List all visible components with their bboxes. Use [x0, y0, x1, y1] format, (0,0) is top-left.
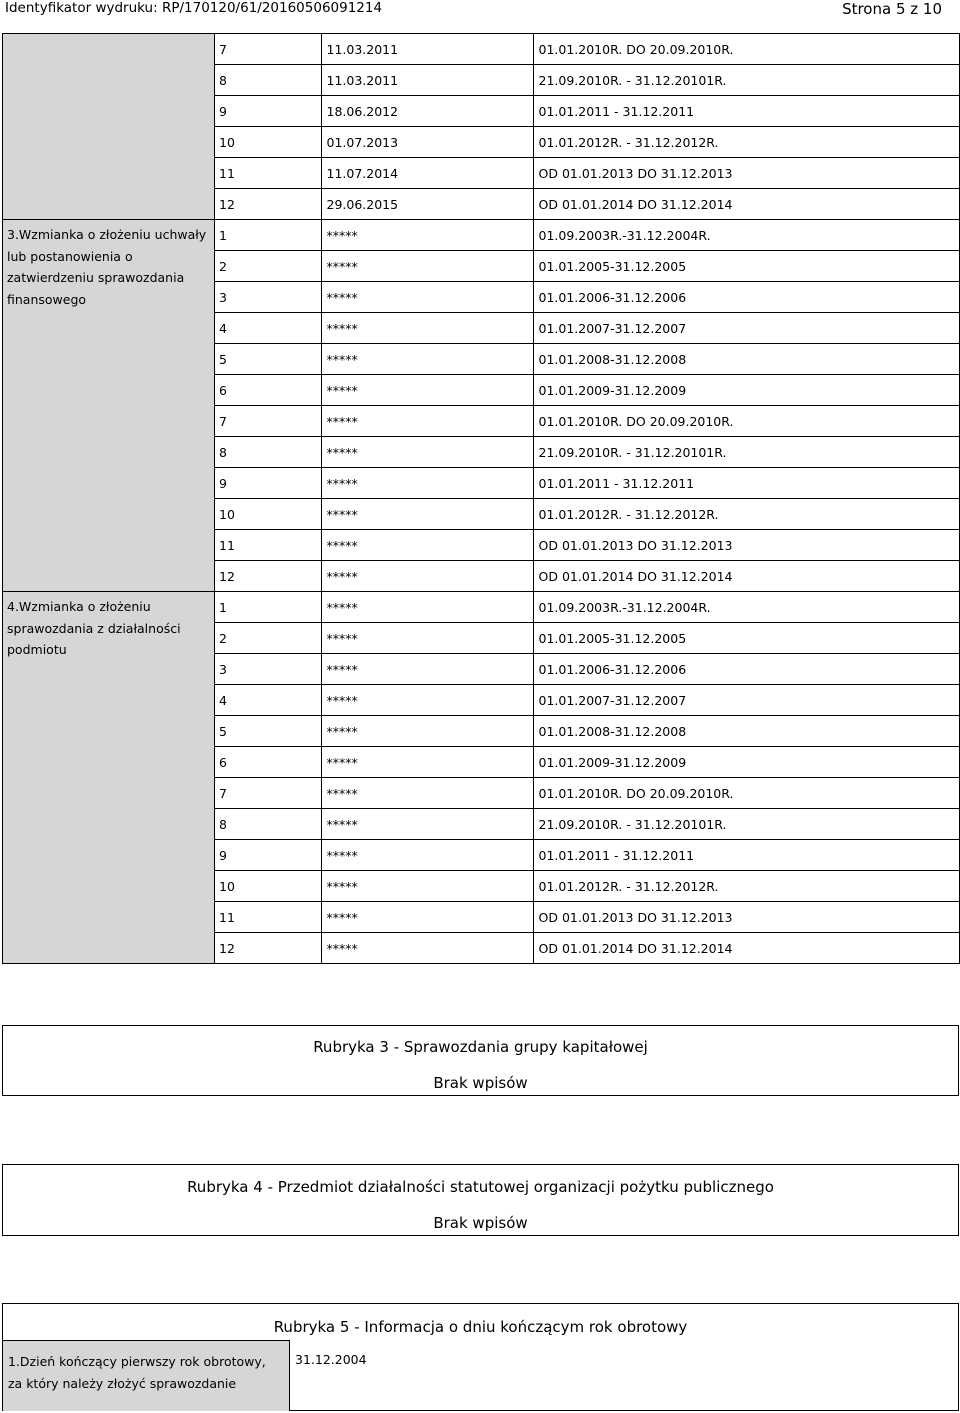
rubryka4-content: Brak wpisów	[433, 1214, 528, 1232]
entry-number: 8	[215, 437, 321, 468]
entry-date: *****	[321, 499, 533, 530]
table-row	[215, 871, 959, 902]
rubryka5-box	[2, 1303, 959, 1411]
entry-period: 01.01.2012R. - 31.12.2012R.	[533, 499, 959, 530]
entry-number: 10	[215, 871, 321, 902]
entry-date: *****	[321, 871, 533, 902]
entry-date: *****	[321, 778, 533, 809]
entry-date: *****	[321, 313, 533, 344]
entry-period: 21.09.2010R. - 31.12.20101R.	[533, 437, 959, 468]
entries-table	[215, 220, 959, 591]
rubryka5-title: Rubryka 5 - Informacja o dniu kończącym rok obrotowy	[273, 1318, 688, 1336]
entry-date: *****	[321, 375, 533, 406]
table-row	[215, 158, 959, 189]
rubryka5-value: 31.12.2004	[295, 1352, 367, 1367]
print-identifier: Identyfikator wydruku: RP/170120/61/20160506091214	[5, 0, 383, 16]
section4-label: 4.Wzmianka o złożeniu sprawozdania z działalności podmiotu	[7, 599, 181, 657]
entry-period: 21.09.2010R. - 31.12.20101R.	[533, 809, 959, 840]
entry-number: 12	[215, 933, 321, 964]
table-row	[215, 251, 959, 282]
entry-period: OD 01.01.2013 DO 31.12.2013	[533, 902, 959, 933]
table-row	[215, 96, 959, 127]
table-row	[215, 933, 959, 964]
entry-period: 01.01.2012R. - 31.12.2012R.	[533, 871, 959, 902]
table-row	[215, 685, 959, 716]
entry-period: 01.01.2007-31.12.2007	[533, 685, 959, 716]
entry-date: *****	[321, 561, 533, 592]
page-number: Strona 5 z 10	[842, 0, 942, 18]
entry-date: *****	[321, 933, 533, 964]
entry-date: *****	[321, 654, 533, 685]
entry-period: 01.01.2011 - 31.12.2011	[533, 468, 959, 499]
entry-number: 11	[215, 902, 321, 933]
entry-period: 01.01.2009-31.12.2009	[533, 747, 959, 778]
entry-date: *****	[321, 468, 533, 499]
entry-period: 01.09.2003R.-31.12.2004R.	[533, 592, 959, 623]
entry-date: 18.06.2012	[321, 96, 533, 127]
entry-period: 01.01.2011 - 31.12.2011	[533, 96, 959, 127]
section4-label-cell	[3, 592, 215, 964]
entry-period: 01.01.2005-31.12.2005	[533, 623, 959, 654]
entry-number: 1	[215, 592, 321, 623]
entry-period: 01.01.2010R. DO 20.09.2010R.	[533, 778, 959, 809]
entries-table	[215, 34, 959, 219]
entry-period: OD 01.01.2014 DO 31.12.2014	[538, 196, 733, 212]
entry-number: 8	[215, 65, 321, 96]
entry-date: 11.03.2011	[321, 65, 533, 96]
entry-period: 01.01.2010R. DO 20.09.2010R.	[533, 34, 959, 65]
rubryka5-label-line1: 1.Dzień kończący pierwszy rok obrotowy,	[8, 1354, 266, 1369]
entry-period: OD 01.01.2014 DO 31.12.2014	[538, 940, 733, 956]
table-row	[215, 282, 959, 313]
entry-period: 01.01.2009-31.12.2009	[533, 375, 959, 406]
entry-number: 6	[215, 375, 321, 406]
rubryka4-title: Rubryka 4 - Przedmiot działalności statutowej organizacji pożytku publicznego	[187, 1178, 774, 1196]
table-row	[215, 809, 959, 840]
entry-date: *****	[321, 282, 533, 313]
entry-date: *****	[321, 344, 533, 375]
entry-number: 12	[215, 561, 321, 592]
entry-number: 11	[215, 158, 321, 189]
table-row	[215, 344, 959, 375]
entries-table	[215, 592, 959, 963]
table-row	[215, 406, 959, 437]
entry-number: 4	[215, 685, 321, 716]
entry-date: *****	[321, 716, 533, 747]
entry-date: 29.06.2015	[321, 189, 533, 220]
table-row	[215, 654, 959, 685]
rubryka5-label-line2: za który należy złożyć sprawozdanie	[8, 1376, 237, 1391]
entry-date: 01.07.2013	[321, 127, 533, 158]
table-row	[215, 127, 959, 158]
entry-number: 9	[215, 840, 321, 871]
entry-date: *****	[321, 592, 533, 623]
entry-period: OD 01.01.2013 DO 31.12.2013	[533, 158, 959, 189]
table-row	[215, 220, 959, 251]
entry-period: 01.01.2005-31.12.2005	[533, 251, 959, 282]
entry-period: 01.01.2008-31.12.2008	[533, 716, 959, 747]
entry-number: 5	[215, 716, 321, 747]
entry-number: 10	[215, 499, 321, 530]
entry-number: 9	[215, 468, 321, 499]
entry-number: 5	[215, 344, 321, 375]
entry-number: 3	[215, 282, 321, 313]
report-table	[2, 33, 960, 964]
entry-date: 11.03.2011	[321, 34, 533, 65]
table-row	[215, 747, 959, 778]
table-row	[215, 468, 959, 499]
table-row	[215, 499, 959, 530]
section-prev-entries	[215, 34, 960, 220]
section3-label: 3.Wzmianka o złożeniu uchwały lub postanowienia o zatwierdzeniu sprawozdania finansowego	[7, 227, 207, 307]
entry-period: 01.09.2003R.-31.12.2004R.	[533, 220, 959, 251]
entry-number: 10	[215, 127, 321, 158]
section4-entries	[215, 592, 960, 964]
table-row	[215, 592, 959, 623]
table-row	[215, 375, 959, 406]
entry-date: *****	[321, 840, 533, 871]
rubryka3-box	[2, 1025, 959, 1096]
table-row	[215, 313, 959, 344]
table-row	[215, 902, 959, 933]
entry-number: 9	[215, 96, 321, 127]
section3-entries	[215, 220, 960, 592]
entry-period: 01.01.2007-31.12.2007	[533, 313, 959, 344]
entry-period: 21.09.2010R. - 31.12.20101R.	[533, 65, 959, 96]
entry-date: *****	[321, 437, 533, 468]
entry-period: 01.01.2006-31.12.2006	[533, 282, 959, 313]
table-row	[215, 530, 959, 561]
entry-number: 12	[215, 189, 321, 220]
entry-period: OD 01.01.2014 DO 31.12.2014	[538, 568, 733, 584]
entry-date: 11.07.2014	[321, 158, 533, 189]
table-row	[215, 189, 959, 220]
table-row	[215, 561, 959, 592]
entry-date: *****	[321, 530, 533, 561]
entry-number: 2	[215, 623, 321, 654]
entry-number: 4	[215, 313, 321, 344]
entry-number: 8	[215, 809, 321, 840]
rubryka5-label-cell	[3, 1340, 290, 1411]
entry-number: 7	[215, 778, 321, 809]
table-row	[215, 840, 959, 871]
entry-period: 01.01.2010R. DO 20.09.2010R.	[533, 406, 959, 437]
table-row	[215, 34, 959, 65]
section3-label-cell	[3, 220, 215, 592]
section-prev-label	[3, 34, 215, 220]
entry-period: 01.01.2012R. - 31.12.2012R.	[533, 127, 959, 158]
rubryka3-content: Brak wpisów	[433, 1074, 528, 1092]
entry-date: *****	[321, 747, 533, 778]
entry-number: 2	[215, 251, 321, 282]
table-row	[215, 623, 959, 654]
entry-date: *****	[321, 623, 533, 654]
entry-period: OD 01.01.2013 DO 31.12.2013	[533, 530, 959, 561]
entry-period: 01.01.2008-31.12.2008	[533, 344, 959, 375]
entry-number: 6	[215, 747, 321, 778]
entry-date: *****	[321, 220, 533, 251]
entry-number: 7	[215, 34, 321, 65]
table-row	[215, 65, 959, 96]
table-row	[215, 778, 959, 809]
entry-number: 11	[215, 530, 321, 561]
entry-date: *****	[321, 809, 533, 840]
entry-date: *****	[321, 251, 533, 282]
table-row	[215, 716, 959, 747]
entry-period: 01.01.2006-31.12.2006	[533, 654, 959, 685]
entry-period: 01.01.2011 - 31.12.2011	[533, 840, 959, 871]
entry-date: *****	[321, 685, 533, 716]
entry-date: *****	[321, 902, 533, 933]
table-row	[215, 437, 959, 468]
entry-number: 1	[215, 220, 321, 251]
rubryka4-box	[2, 1164, 959, 1236]
rubryka3-title: Rubryka 3 - Sprawozdania grupy kapitałowej	[313, 1038, 648, 1056]
entry-number: 7	[215, 406, 321, 437]
entry-number: 3	[215, 654, 321, 685]
entry-date: *****	[321, 406, 533, 437]
